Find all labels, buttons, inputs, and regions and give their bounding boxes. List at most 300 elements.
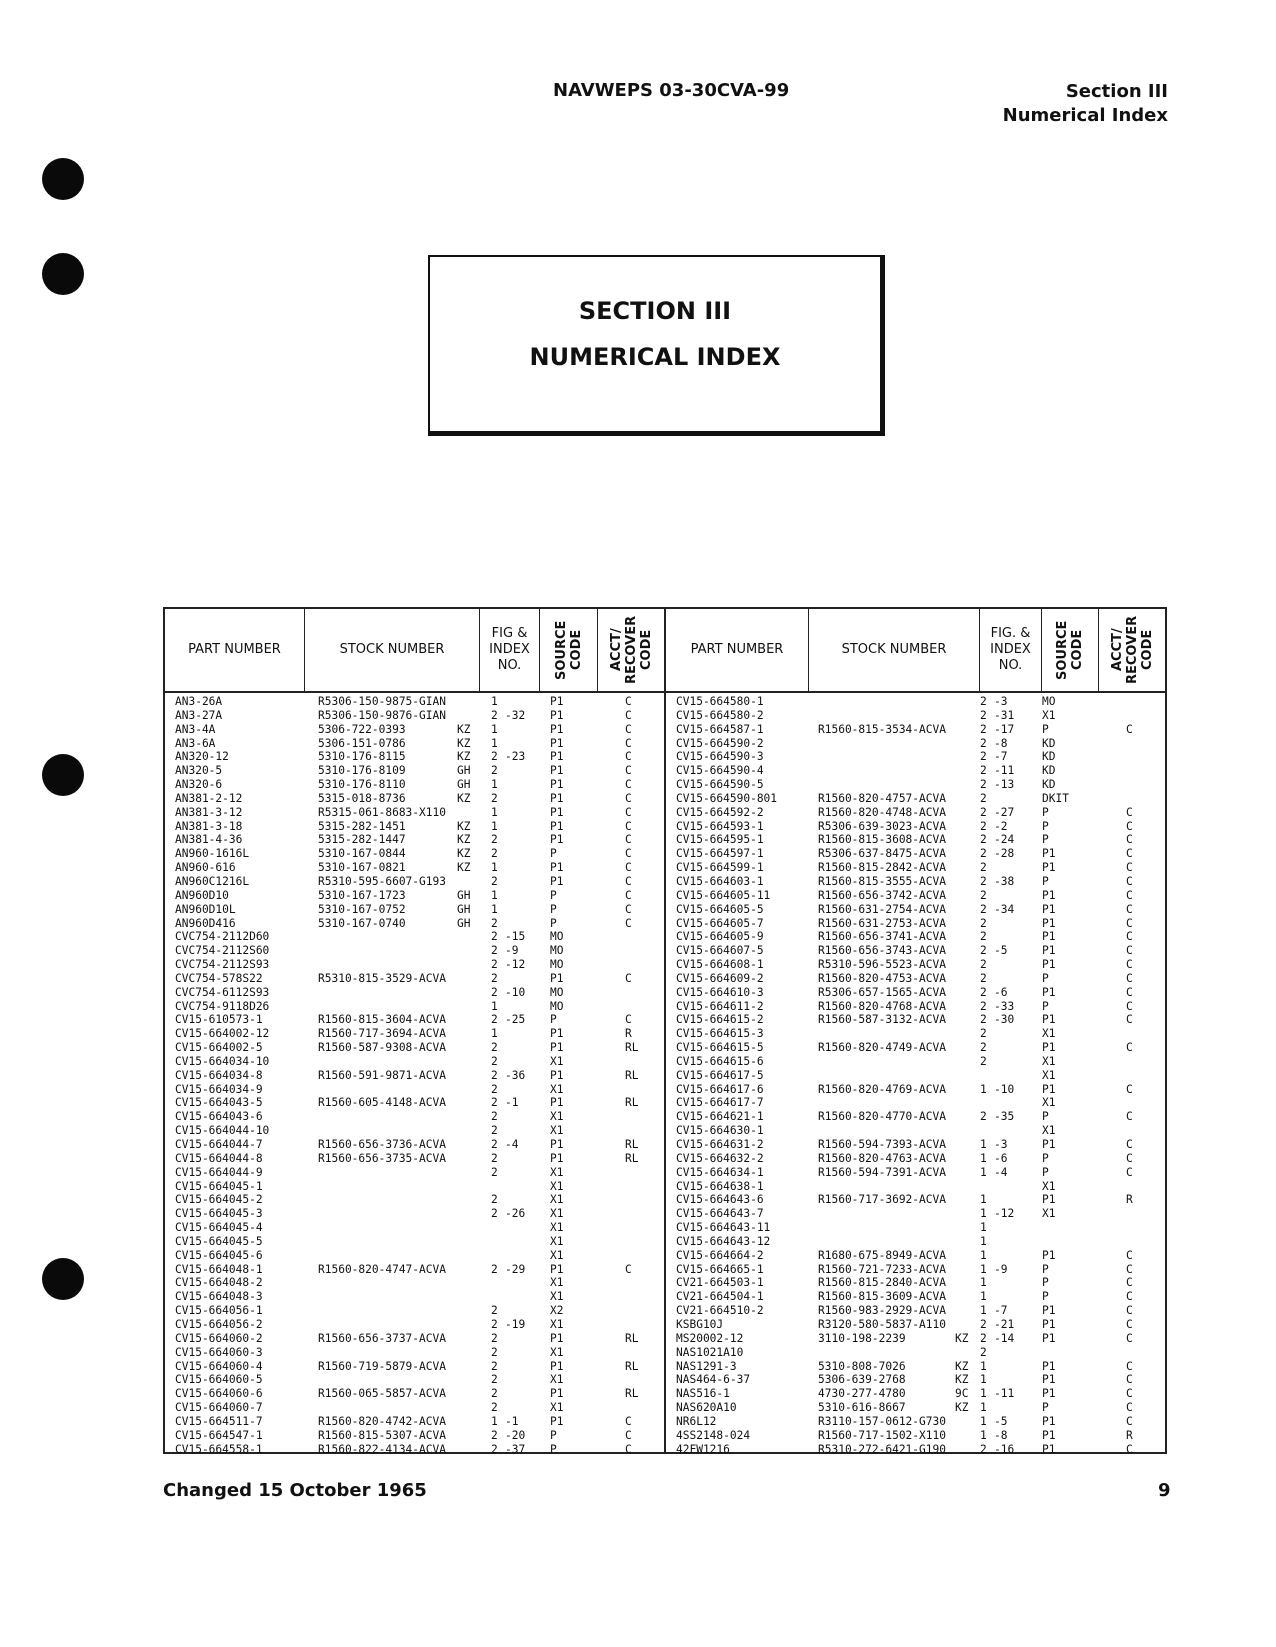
part-number: NAS1021A10	[676, 1345, 744, 1359]
index-number: -27	[994, 805, 1015, 819]
part-number: CV15-664638-1	[676, 1179, 764, 1193]
fig-number: 2	[491, 1345, 498, 1359]
source-code: P	[550, 1013, 557, 1027]
fig-number: 1	[980, 1262, 987, 1276]
index-number: -28	[994, 847, 1015, 861]
fig-number: 2	[980, 1331, 987, 1345]
col-fig-index: FIG. & INDEX NO.	[980, 609, 1042, 691]
source-code: P	[550, 888, 557, 902]
fig-number: 1	[491, 902, 498, 916]
source-code: X1	[550, 1221, 564, 1235]
stock-number: R1560-815-3555-ACVA	[818, 874, 946, 888]
part-number: CV15-664610-3	[676, 985, 764, 999]
index-number: -10	[994, 1082, 1015, 1096]
index-number: -14	[994, 1331, 1015, 1345]
table-row	[165, 1401, 664, 1415]
acct-code: C	[1126, 888, 1133, 902]
table-row	[666, 1193, 1165, 1207]
source-code: P1	[550, 791, 564, 805]
acct-code-label: ACCT/ RECOVER CODE	[608, 615, 654, 685]
stock-number: R1560-820-4770-ACVA	[818, 1110, 946, 1124]
part-number: CV15-664045-1	[175, 1179, 263, 1193]
table-row	[666, 1180, 1165, 1194]
cage-code: GH	[457, 888, 471, 902]
fig-number: 1	[980, 1428, 987, 1442]
table-row	[165, 875, 664, 889]
table-row	[165, 1429, 664, 1443]
acct-code: C	[1126, 916, 1133, 930]
stock-number: R1560-594-7393-ACVA	[818, 1138, 946, 1151]
fig-number: 2	[491, 1124, 498, 1138]
part-number: CV15-664590-5	[676, 778, 764, 792]
cage-code: KZ	[955, 1373, 969, 1387]
source-code: P1	[550, 833, 564, 847]
section-heading	[1003, 80, 1168, 128]
source-code: P	[550, 916, 557, 930]
fig-number: 2	[491, 833, 498, 847]
acct-code: C	[625, 805, 632, 819]
part-number: AN381-3-12	[175, 805, 243, 819]
fig-number: 2	[980, 985, 987, 999]
part-number: NAS516-1	[676, 1387, 730, 1401]
part-number: CV21-664510-2	[676, 1304, 764, 1318]
part-number: CV15-664611-2	[676, 999, 764, 1013]
stock-number: R1560-656-3737-ACVA	[318, 1331, 446, 1345]
acct-code: C	[1126, 1013, 1133, 1027]
part-number: CVC754-6112S93	[175, 985, 270, 999]
fig-number: 2	[980, 847, 987, 861]
fig-number: 1	[491, 999, 498, 1013]
acct-code-label: ACCT/ RECOVER CODE	[1109, 615, 1155, 685]
title-line-2: NUMERICAL INDEX	[529, 343, 781, 371]
source-code: P1	[550, 1359, 564, 1373]
index-number: -3	[994, 1138, 1008, 1151]
table-row	[165, 778, 664, 792]
part-number: CV15-664048-2	[175, 1276, 263, 1290]
fig-number: 1	[491, 819, 498, 833]
fig-number: 2	[980, 805, 987, 819]
index-number: -6	[994, 1151, 1008, 1165]
fig-number: 2	[491, 1442, 498, 1456]
part-number: MS20002-12	[676, 1331, 744, 1345]
source-code: P1	[550, 708, 564, 722]
table-row	[666, 709, 1165, 723]
source-code: P1	[550, 722, 564, 736]
source-code: P1	[1042, 1387, 1056, 1401]
table-row	[165, 847, 664, 861]
table-row	[666, 1083, 1165, 1097]
part-number: AN960-1616L	[175, 847, 250, 861]
part-number: CV15-664043-6	[175, 1110, 263, 1124]
table-row	[165, 820, 664, 834]
source-code: P	[1042, 971, 1049, 985]
part-number: AN320-6	[175, 778, 223, 792]
acct-code: RL	[625, 1041, 639, 1055]
source-code: P1	[550, 1387, 564, 1401]
fig-number: 2	[980, 1110, 987, 1124]
stock-number: R1560-631-2754-ACVA	[818, 902, 946, 916]
fig-number: 2	[980, 819, 987, 833]
table-row	[165, 1027, 664, 1041]
stock-number: R1560-656-3742-ACVA	[818, 888, 946, 902]
fig-number: 2	[491, 1096, 498, 1110]
source-code: P1	[550, 1262, 564, 1276]
acct-code: C	[1126, 1138, 1133, 1151]
source-code: P1	[1042, 958, 1056, 972]
fig-number: 1	[980, 1304, 987, 1318]
change-date: Changed 15 October 1965	[163, 1480, 427, 1501]
stock-number: R1560-721-7233-ACVA	[818, 1262, 946, 1276]
acct-code: C	[625, 791, 632, 805]
source-code: P	[1042, 722, 1049, 736]
acct-code: C	[1126, 971, 1133, 985]
fig-number: 2	[980, 916, 987, 930]
table-row	[666, 861, 1165, 875]
table-row	[165, 723, 664, 737]
table-row	[165, 1263, 664, 1277]
acct-code: R	[1126, 1193, 1133, 1207]
source-code: KD	[1042, 778, 1056, 792]
table-row	[666, 695, 1165, 709]
part-number: CVC754-578S22	[175, 971, 263, 985]
acct-code: C	[625, 971, 632, 985]
source-code: P	[1042, 1165, 1049, 1179]
fig-number: 2	[491, 1317, 498, 1331]
table-row	[666, 820, 1165, 834]
index-number: -9	[994, 1262, 1008, 1276]
fig-number: 2	[491, 958, 498, 972]
cage-code: KZ	[457, 722, 471, 736]
source-code: P1	[1042, 930, 1056, 944]
index-number: -26	[505, 1207, 526, 1221]
part-number: AN960D416	[175, 916, 236, 930]
source-code: P	[1042, 819, 1049, 833]
fig-number: 2	[980, 944, 987, 958]
fig-number: 2	[491, 1013, 498, 1027]
part-number: CV15-664664-2	[676, 1248, 764, 1262]
source-code: P1	[550, 736, 564, 750]
part-number: CV15-664609-2	[676, 971, 764, 985]
index-number: -12	[505, 958, 526, 972]
part-number: CV15-664615-2	[676, 1013, 764, 1027]
source-code: X1	[550, 1290, 564, 1304]
fig-number: 2	[980, 971, 987, 985]
source-code: KD	[1042, 764, 1056, 778]
part-number: AN381-3-18	[175, 819, 243, 833]
stock-number: 5315-282-1447	[318, 833, 406, 847]
fig-number: 2	[491, 1151, 498, 1165]
part-number: CV15-664605-5	[676, 902, 764, 916]
acct-code: C	[1126, 1317, 1133, 1331]
acct-code: C	[1126, 1359, 1133, 1373]
stock-number: 5310-167-0752	[318, 902, 406, 916]
stock-number: 5310-167-0821	[318, 861, 406, 875]
acct-code: C	[625, 750, 632, 764]
table-row	[165, 1152, 664, 1166]
table-row	[165, 833, 664, 847]
source-code: X1	[550, 1054, 564, 1068]
fig-number: 2	[491, 764, 498, 778]
table-row	[165, 972, 664, 986]
source-code: MO	[550, 999, 564, 1013]
source-code: P1	[550, 750, 564, 764]
acct-code: R	[1126, 1428, 1133, 1442]
source-code: P1	[550, 764, 564, 778]
index-number: -12	[994, 1207, 1015, 1221]
table-row	[666, 1110, 1165, 1124]
source-code: X1	[550, 1082, 564, 1096]
stock-number: 5310-176-8110	[318, 778, 406, 792]
cage-code: KZ	[457, 736, 471, 750]
fig-number: 2	[491, 1428, 498, 1442]
fig-number: 2	[980, 764, 987, 778]
acct-code: C	[625, 847, 632, 861]
table-row	[165, 1124, 664, 1138]
part-number: AN3-27A	[175, 708, 223, 722]
index-number: -37	[505, 1442, 526, 1456]
index-number: -11	[994, 764, 1015, 778]
table-row	[165, 1180, 664, 1194]
fig-number: 2	[980, 1345, 987, 1359]
part-number: AN3-26A	[175, 695, 223, 708]
fig-number: 2	[980, 736, 987, 750]
fig-number: 2	[491, 750, 498, 764]
col-stock-number: STOCK NUMBER	[305, 609, 480, 691]
source-code: P1	[1042, 1013, 1056, 1027]
table-row	[666, 1096, 1165, 1110]
table-row	[165, 1110, 664, 1124]
part-number: CV15-664617-7	[676, 1096, 764, 1110]
part-number: CV15-664045-5	[175, 1234, 263, 1248]
table-row	[165, 695, 664, 709]
acct-code: C	[625, 695, 632, 708]
binder-hole	[42, 253, 84, 295]
source-code: MO	[550, 944, 564, 958]
table-row	[165, 1193, 664, 1207]
fig-number: 1	[491, 736, 498, 750]
table-row	[165, 1318, 664, 1332]
source-code: X1	[550, 1193, 564, 1207]
cage-code: KZ	[457, 819, 471, 833]
table-row	[666, 1221, 1165, 1235]
stock-number: R1560-820-4768-ACVA	[818, 999, 946, 1013]
part-number: CV15-664590-3	[676, 750, 764, 764]
stock-number: 5310-176-8109	[318, 764, 406, 778]
stock-number: R1560-815-3534-ACVA	[818, 722, 946, 736]
table-row	[165, 1443, 664, 1457]
part-number: CV15-664060-4	[175, 1359, 263, 1373]
acct-code: C	[1126, 1276, 1133, 1290]
index-number: -11	[994, 1387, 1015, 1401]
table-row	[165, 806, 664, 820]
acct-code: C	[625, 778, 632, 792]
stock-number: R1560-822-4134-ACVA	[318, 1442, 446, 1456]
cage-code: 9C	[955, 1387, 969, 1401]
acct-code: C	[1126, 944, 1133, 958]
fig-number: 2	[980, 1054, 987, 1068]
fig-number: 1	[491, 861, 498, 875]
fig-number: 2	[491, 1387, 498, 1401]
stock-number: 4730-277-4780	[818, 1387, 906, 1401]
acct-code: C	[625, 861, 632, 875]
fig-number: 1	[980, 1290, 987, 1304]
stock-number: 5306-151-0786	[318, 736, 406, 750]
part-number: CV15-664615-3	[676, 1027, 764, 1041]
acct-code: C	[1126, 1110, 1133, 1124]
fig-number: 1	[980, 1193, 987, 1207]
source-code: MO	[1042, 695, 1056, 708]
part-number: CV15-664617-5	[676, 1068, 764, 1082]
part-number: NAS464-6-37	[676, 1373, 751, 1387]
part-number: CV15-664605-9	[676, 930, 764, 944]
table-row	[165, 1083, 664, 1097]
table-row	[165, 930, 664, 944]
cage-code: GH	[457, 916, 471, 930]
source-code: MO	[550, 958, 564, 972]
part-number: CV15-664558-1	[175, 1442, 263, 1456]
index-number: -4	[505, 1138, 519, 1151]
fig-number: 2	[491, 791, 498, 805]
acct-code: C	[1126, 985, 1133, 999]
acct-code: C	[625, 736, 632, 750]
part-number: CV15-664060-5	[175, 1373, 263, 1387]
index-number: -5	[994, 1414, 1008, 1428]
acct-code: C	[1126, 958, 1133, 972]
stock-number: R5310-596-5523-ACVA	[818, 958, 946, 972]
stock-number: R1560-717-1502-X110	[818, 1428, 946, 1442]
index-number: -13	[994, 778, 1015, 792]
source-code: P1	[1042, 916, 1056, 930]
acct-code: C	[1126, 1304, 1133, 1318]
fig-number: 2	[980, 750, 987, 764]
part-number: CV15-664643-6	[676, 1193, 764, 1207]
binder-hole	[42, 1258, 84, 1300]
part-number: CV15-664048-1	[175, 1262, 263, 1276]
part-number: CV15-664045-3	[175, 1207, 263, 1221]
index-number: -24	[994, 833, 1015, 847]
table-row	[165, 709, 664, 723]
stock-number: R1560-815-3609-ACVA	[818, 1290, 946, 1304]
source-code: P1	[550, 971, 564, 985]
source-code: X1	[550, 1345, 564, 1359]
table-row	[165, 944, 664, 958]
source-code: X1	[550, 1373, 564, 1387]
table-row	[666, 1124, 1165, 1138]
table-row	[666, 1138, 1165, 1152]
index-number: -8	[994, 1428, 1008, 1442]
source-code: P	[1042, 1262, 1049, 1276]
part-number: CV15-664060-3	[175, 1345, 263, 1359]
part-number: CV15-664615-5	[676, 1041, 764, 1055]
fig-number: 2	[491, 1041, 498, 1055]
index-number: -21	[994, 1317, 1015, 1331]
source-code: P1	[1042, 1138, 1056, 1151]
stock-number: R1560-820-4753-ACVA	[818, 971, 946, 985]
stock-number: R1560-815-3608-ACVA	[818, 833, 946, 847]
acct-code: RL	[625, 1359, 639, 1373]
col-source-code	[540, 609, 598, 691]
index-number: -35	[994, 1110, 1015, 1124]
index-number: -1	[505, 1414, 519, 1428]
fig-number: 2	[491, 1193, 498, 1207]
table-row	[165, 1290, 664, 1304]
source-code: X1	[550, 1401, 564, 1415]
acct-code: C	[625, 764, 632, 778]
part-number: CV15-664044-10	[175, 1124, 270, 1138]
part-number: CV15-664045-2	[175, 1193, 263, 1207]
fig-number: 1	[980, 1276, 987, 1290]
part-number: CV15-664634-1	[676, 1165, 764, 1179]
fig-number: 2	[980, 861, 987, 875]
source-code: X1	[550, 1234, 564, 1248]
table-row	[165, 1221, 664, 1235]
source-code: DKIT	[1042, 791, 1069, 805]
cage-code: KZ	[457, 861, 471, 875]
part-number: CV15-664632-2	[676, 1151, 764, 1165]
index-number: -16	[994, 1442, 1015, 1456]
acct-code: C	[1126, 1082, 1133, 1096]
acct-code: C	[625, 722, 632, 736]
stock-number: R1560-815-2840-ACVA	[818, 1276, 946, 1290]
acct-code: C	[1126, 1290, 1133, 1304]
part-number: AN381-2-12	[175, 791, 243, 805]
source-code: P1	[1042, 1428, 1056, 1442]
table-row	[666, 1235, 1165, 1249]
acct-code: C	[1126, 874, 1133, 888]
source-code: X1	[550, 1110, 564, 1124]
index-number: -19	[505, 1317, 526, 1331]
stock-number: 5310-176-8115	[318, 750, 406, 764]
fig-number: 2	[980, 874, 987, 888]
cage-code: KZ	[955, 1401, 969, 1415]
cage-code: KZ	[457, 750, 471, 764]
part-number: CV15-664590-801	[676, 791, 778, 805]
fig-number: 2	[980, 999, 987, 1013]
table-row	[666, 1013, 1165, 1027]
index-number: -20	[505, 1428, 526, 1442]
acct-code: C	[1126, 847, 1133, 861]
stock-number: R1560-983-2929-ACVA	[818, 1304, 946, 1318]
source-code: X1	[1042, 1207, 1056, 1221]
part-number: CV15-664060-7	[175, 1401, 263, 1415]
part-number: CV15-664631-2	[676, 1138, 764, 1151]
fig-number: 2	[491, 985, 498, 999]
stock-number: R1560-065-5857-ACVA	[318, 1387, 446, 1401]
index-number: -32	[505, 708, 526, 722]
source-code: P	[1042, 1401, 1049, 1415]
part-number: CV15-664587-1	[676, 722, 764, 736]
source-code: X1	[1042, 1179, 1056, 1193]
fig-number: 2	[980, 791, 987, 805]
fig-number: 2	[980, 708, 987, 722]
source-code: P	[550, 847, 557, 861]
table-row	[165, 1373, 664, 1387]
acct-code: C	[625, 916, 632, 930]
part-number: CV15-664044-7	[175, 1138, 263, 1151]
index-number: -6	[994, 985, 1008, 999]
acct-code: C	[1126, 1331, 1133, 1345]
fig-number: 1	[980, 1207, 987, 1221]
part-number: CV15-664547-1	[175, 1428, 263, 1442]
source-code: P1	[1042, 1317, 1056, 1331]
part-number: CV15-664665-1	[676, 1262, 764, 1276]
part-number: CV15-664060-6	[175, 1387, 263, 1401]
col-part-number: PART NUMBER	[165, 609, 305, 691]
part-number: CV15-664603-1	[676, 874, 764, 888]
part-number: KSBG10J	[676, 1317, 724, 1331]
index-number: -29	[505, 1262, 526, 1276]
part-number: CV15-664580-2	[676, 708, 764, 722]
